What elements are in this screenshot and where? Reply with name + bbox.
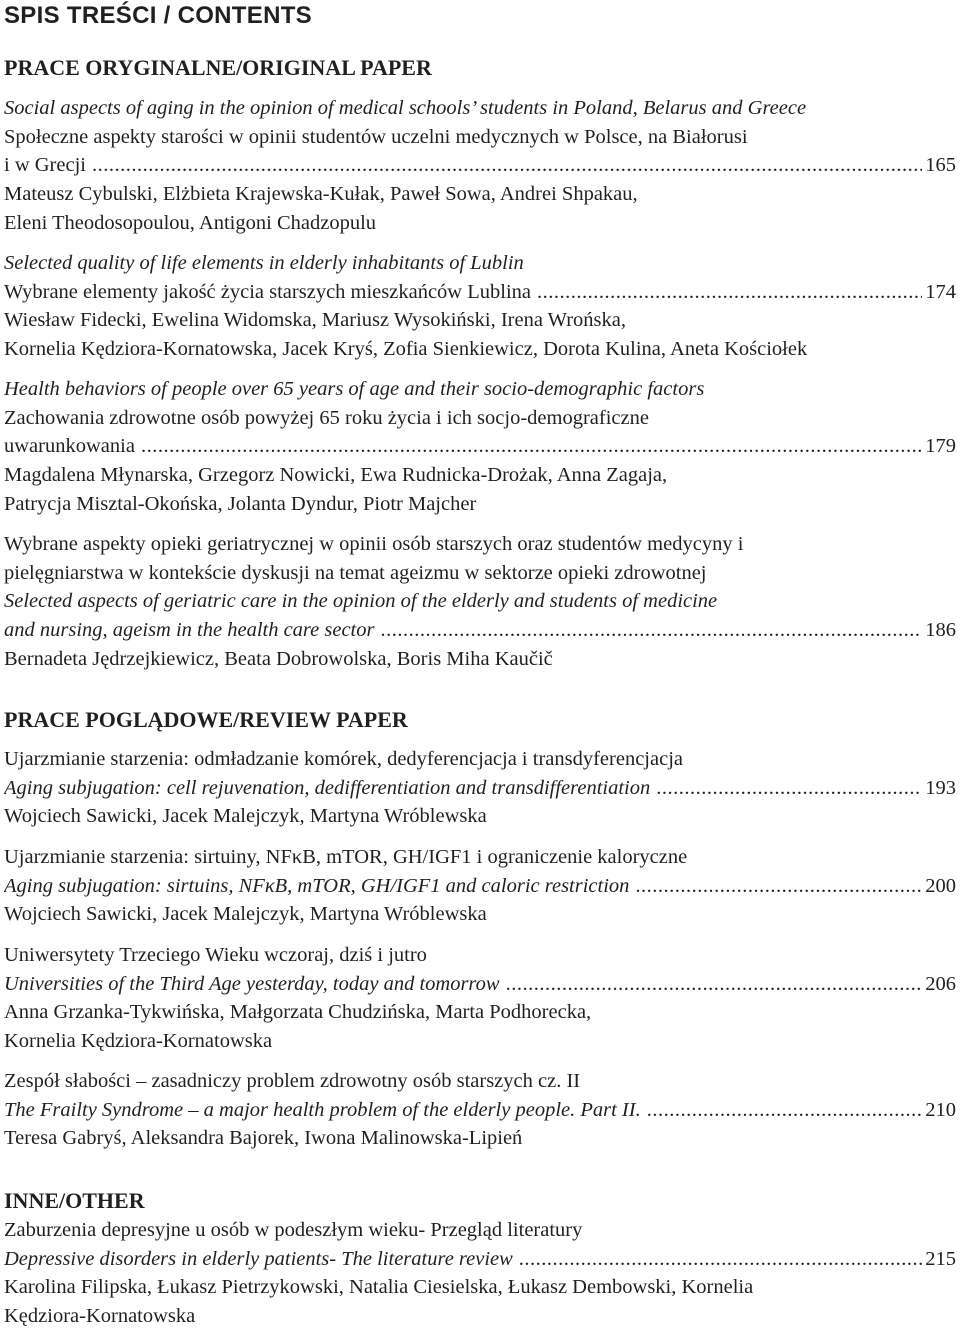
leader-dots	[141, 432, 922, 461]
entry-authors: Wojciech Sawicki, Jacek Malejczyk, Martyna Wróblewska	[4, 903, 487, 926]
entry-title-pl-cont: uwarunkowania	[4, 435, 135, 458]
entry-authors-cont: Kędziora-Kornatowska	[4, 1305, 196, 1328]
entry-title-en: Health behaviors of people over 65 years of age and their socio-demographic factors	[4, 378, 705, 400]
entry-title-pl: Ujarzmianie starzenia: odmładzanie komórek, dedyferencjacja i transdyferencjacja	[4, 748, 683, 770]
entry-leader-line	[4, 278, 956, 307]
entry-title-pl: Uniwersytety Trzeciego Wieku wczoraj, dziś i jutro	[4, 944, 427, 966]
entry-authors: Bernadeta Jędrzejkiewicz, Beata Dobrowolska, Boris Miha Kaučič	[4, 647, 553, 670]
entry-title-pl: Zachowania zdrowotne osób powyżej 65 roku życia i ich socjo-demograficzne	[4, 406, 649, 429]
toc-entry-165[interactable]	[4, 94, 956, 238]
entry-title-en: Universities of the Third Age yesterday, today and tomorrow	[4, 972, 500, 995]
page-number: 186	[925, 619, 956, 642]
toc-entry-210[interactable]	[4, 1067, 956, 1153]
entry-leader-line	[4, 432, 956, 461]
entry-authors: Karolina Filipska, Łukasz Pietrzykowski, Natalia Ciesielska, Łukasz Dembowski, Kornelia	[4, 1276, 754, 1299]
entry-leader-line	[4, 970, 956, 999]
page-number: 215	[925, 1247, 956, 1270]
page-number: 200	[925, 874, 956, 897]
leader-dots	[537, 278, 922, 307]
leader-dots	[519, 1245, 922, 1274]
entry-title-pl: Wybrane aspekty opieki geriatrycznej w opinii osób starszych oraz studentów medycyny i	[4, 533, 744, 555]
page-number: 193	[925, 776, 956, 799]
entry-authors: Wiesław Fidecki, Ewelina Widomska, Mariusz Wysokiński, Irena Wrońska,	[4, 309, 626, 332]
entry-leader-line	[4, 151, 956, 180]
entry-authors-cont: Patrycja Misztal-Okońska, Jolanta Dyndur, Piotr Majcher	[4, 492, 477, 515]
page-number: 179	[925, 435, 956, 458]
entry-title-en: Aging subjugation: cell rejuvenation, dedifferentiation and transdifferentiation	[4, 776, 651, 799]
toc-entry-186[interactable]	[4, 530, 956, 674]
entry-leader-line	[4, 774, 956, 803]
toc-entry-174[interactable]	[4, 249, 956, 364]
entry-title-pl: Wybrane elementy jakość życia starszych mieszkańców Lublina	[4, 280, 531, 303]
entry-authors: Mateusz Cybulski, Elżbieta Krajewska-Kułak, Paweł Sowa, Andrei Shpakau,	[4, 183, 638, 206]
entry-title-pl: Zespół słabości – zasadniczy problem zdrowotny osób starszych cz. II	[4, 1070, 581, 1092]
entry-leader-line	[4, 616, 956, 645]
toc-entry-206[interactable]	[4, 941, 956, 1056]
page-number: 210	[925, 1098, 956, 1121]
entry-title-pl: Zaburzenia depresyjne u osób w podeszłym wieku- Przegląd literatury	[4, 1219, 583, 1241]
entry-authors-cont: Kornelia Kędziora-Kornatowska, Jacek Kryś, Zofia Sienkiewicz, Dorota Kulina, Aneta Kościołek	[4, 338, 808, 361]
page-number: 165	[925, 154, 956, 177]
leader-dots	[656, 774, 922, 803]
entry-title-pl-cont: i w Grecji	[4, 154, 86, 177]
entry-authors-cont: Kornelia Kędziora-Kornatowska	[4, 1030, 273, 1053]
entry-title-pl: Społeczne aspekty starości w opinii studentów uczelni medycznych w Polsce, na Białorusi	[4, 125, 748, 148]
page-number: 174	[925, 280, 956, 303]
entry-title-en: Social aspects of aging in the opinion of medical schools’ students in Poland, Belarus and Greece	[4, 97, 807, 119]
entry-leader-line	[4, 1096, 956, 1125]
entry-title-en: Selected aspects of geriatric care in the opinion of the elderly and students of medicine	[4, 590, 718, 613]
page-number: 206	[925, 972, 956, 995]
toc-entry-179[interactable]	[4, 375, 956, 519]
entry-title-pl-cont: pielęgniarstwa w kontekście dyskusji na temat ageizmu w sektorze opieki zdrowotnej	[4, 561, 707, 584]
leader-dots	[647, 1096, 923, 1125]
section-heading-other: INNE/OTHER	[4, 1188, 145, 1213]
leader-dots	[635, 872, 922, 901]
toc-title: SPIS TREŚCI / CONTENTS	[4, 2, 312, 29]
entry-title-en: Selected quality of life elements in elderly inhabitants of Lublin	[4, 252, 524, 274]
section-heading-review: PRACE POGLĄDOWE/REVIEW PAPER	[4, 707, 408, 732]
entry-authors: Teresa Gabryś, Aleksandra Bajorek, Iwona Malinowska-Lipień	[4, 1127, 523, 1150]
entry-title-pl: Ujarzmianie starzenia: sirtuiny, NFκB, mTOR, GH/IGF1 i ograniczenie kaloryczne	[4, 846, 688, 868]
entry-title-en: Depressive disorders in elderly patients- The literature review	[4, 1247, 513, 1270]
leader-dots	[506, 970, 923, 999]
entry-authors: Anna Grzanka-Tykwińska, Małgorzata Chudzińska, Marta Podhorecka,	[4, 1001, 592, 1024]
toc-entry-200[interactable]	[4, 843, 956, 929]
entry-authors-cont: Eleni Theodosopoulou, Antigoni Chadzopulu	[4, 211, 377, 234]
entry-title-en-cont: and nursing, ageism in the health care sector	[4, 619, 375, 642]
entry-leader-line	[4, 872, 956, 901]
leader-dots	[92, 151, 922, 180]
entry-title-en: Aging subjugation: sirtuins, NFκB, mTOR, GH/IGF1 and caloric restriction	[4, 874, 630, 897]
toc-entry-193[interactable]	[4, 745, 956, 831]
entry-authors: Magdalena Młynarska, Grzegorz Nowicki, Ewa Rudnicka-Drożak, Anna Zagaja,	[4, 464, 668, 487]
section-heading-original: PRACE ORYGINALNE/ORIGINAL PAPER	[4, 55, 432, 80]
leader-dots	[380, 616, 922, 645]
toc-entry-215[interactable]	[4, 1216, 956, 1331]
entry-title-en: The Frailty Syndrome – a major health problem of the elderly people. Part II.	[4, 1098, 641, 1121]
entry-leader-line	[4, 1245, 956, 1274]
entry-authors: Wojciech Sawicki, Jacek Malejczyk, Martyna Wróblewska	[4, 805, 487, 828]
